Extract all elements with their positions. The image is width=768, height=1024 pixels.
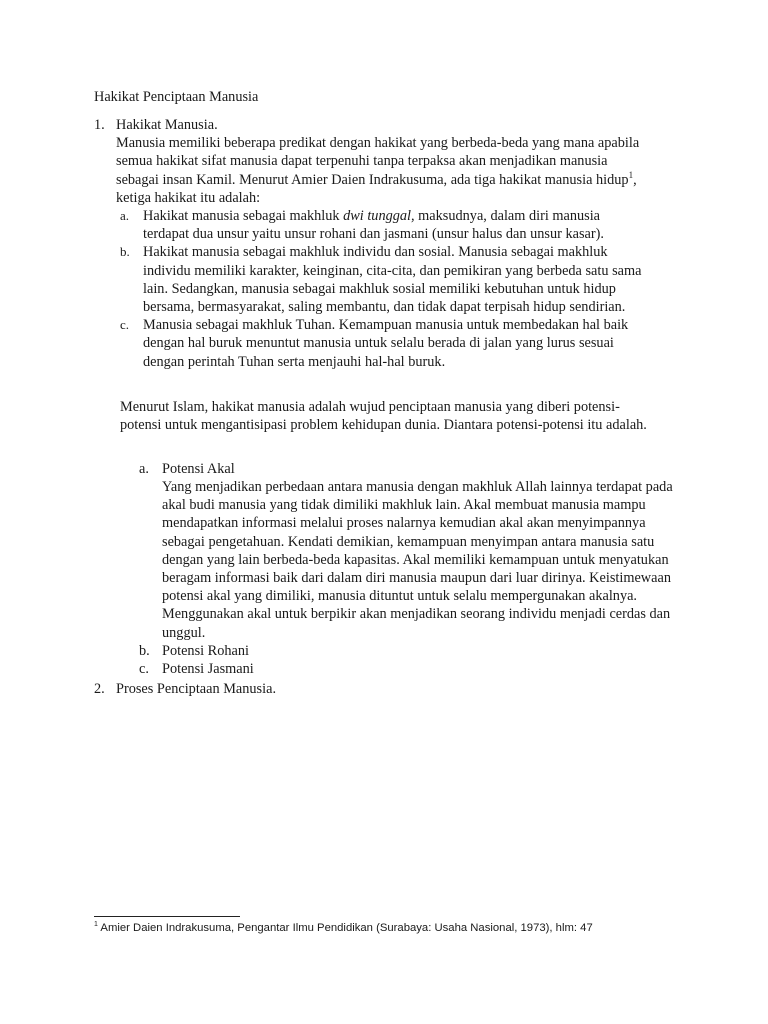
intro-text-end: , ketiga hakikat itu adalah: bbox=[116, 171, 637, 206]
list-item-label: Potensi Jasmani bbox=[162, 661, 254, 677]
list-marker: a. bbox=[120, 208, 130, 224]
list-item bbox=[116, 316, 646, 371]
list-item-text: Manusia sebagai makhluk Tuhan. Kemampuan manusia untuk membedakan hal baik dengan hal buruk menuntut manusia untuk selalu berada di jalan yang lurus sesuai dengan perintah Tuhan serta menjauhi hal-hal buruk. bbox=[143, 317, 629, 370]
list-item-text: Hakikat manusia sebagai makhluk individu dan sosial. Manusia sebagai makhluk individu memiliki karakter, keinginan, cita-cita, dan pemikiran yang berbeda satu sama lain. Sedangkan, manusia sebagai makhluk sosial memiliki kebutuhan untuk hidup bersama, bermasyarakat, saling membantu, dan tidak dapat terpisah hidup sendirian. bbox=[143, 244, 642, 316]
list-item bbox=[116, 207, 646, 243]
hakikat-list bbox=[116, 207, 646, 371]
list-item-label: Potensi Akal bbox=[162, 461, 235, 477]
list-marker: b. bbox=[120, 244, 130, 260]
section-heading: Hakikat Manusia. bbox=[116, 117, 218, 133]
potensi-akal-description: Yang menjadikan perbedaan antara manusia dengan makhluk Allah lainnya terdapat pada akal budi manusia yang tidak dimiliki makhluk lain. Akal membuat manusia mampu mendapatkan informasi melalui proses nalarnya kemudian akal akan menyimpannya sebagai pengetahuan. Kendati demikian, kemampuan menyimpan antara manusia satu dengan yang lain berbeda-beda kapasitas. Akal memiliki kemampuan untuk menyatukan beragam informasi baik dari dalam diri manusia maupun dari luar dirinya. Keistimewaan potensi akal yang dimiliki, manusia dituntut untuk selalu mempergunakan akalnya. Menggunakan akal untuk berpikir akan menjadikan seorang individu menjadi cerdas dan unggul. bbox=[162, 479, 673, 641]
footnote bbox=[94, 921, 593, 935]
list-marker: c. bbox=[120, 317, 130, 333]
intro-text: Manusia memiliki beberapa predikat dengan hakikat yang berbeda-beda yang mana apabila semua hakikat sifat manusia dapat terpenuhi tanpa terpaksa akan menjadikan manusia sebagai insan Kamil. Menurut Amier Daien Indrakusuma, ada tiga hakikat manusia hidup bbox=[116, 135, 640, 188]
emphasis-text: dwi tunggal, bbox=[343, 208, 415, 225]
list-item-label: Potensi Rohani bbox=[162, 643, 249, 659]
section-number: 1. bbox=[94, 117, 105, 133]
document-title: Hakikat Penciptaan Manusia bbox=[94, 89, 259, 105]
islam-paragraph: Menurut Islam, hakikat manusia adalah wujud penciptaan manusia yang diberi potensi-potensi untuk mengantisipasi problem kehidupan dunia. Diantara potensi-potensi itu adalah. bbox=[120, 399, 647, 434]
list-item-text-end: maksudnya, dalam diri manusia terdapat dua unsur yaitu unsur rohani dan jasmani (unsur halus dan unsur kasar). bbox=[143, 208, 604, 243]
list-marker: a. bbox=[139, 461, 149, 477]
footnote-reference[interactable]: 1 bbox=[628, 169, 634, 180]
footnote-separator bbox=[94, 916, 240, 917]
section-heading: Proses Penciptaan Manusia. bbox=[116, 681, 277, 697]
intro-paragraph bbox=[116, 134, 646, 207]
list-marker: b. bbox=[139, 643, 150, 659]
list-marker: c. bbox=[139, 661, 149, 677]
list-item-text: Hakikat manusia sebagai makhluk bbox=[143, 208, 344, 225]
footnote-text: Amier Daien Indrakusuma, Pengantar Ilmu Pendidikan (Surabaya: Usaha Nasional, 1973), hlm: 47 bbox=[97, 922, 593, 934]
section-body bbox=[116, 116, 646, 371]
section-number: 2. bbox=[94, 681, 105, 697]
footnote-marker: 1 bbox=[94, 921, 98, 929]
list-item bbox=[116, 243, 646, 316]
